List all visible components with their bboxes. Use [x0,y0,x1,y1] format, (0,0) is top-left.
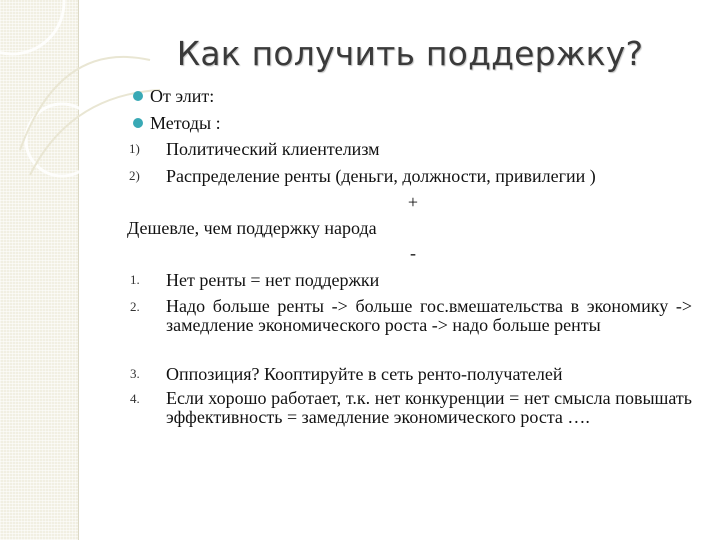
drawback-item: Оппозиция? Кооптируйте в сеть ренто-получателей [166,364,563,384]
method-item: Распределение ренты (деньги, должности, привилегии ) [166,166,596,186]
bullet-icon [133,118,143,128]
bullet-icon [133,91,143,101]
slide-title: Как получить поддержку? [176,34,644,73]
bullet-methods: Методы : [150,113,221,133]
drawback-marker: 4. [130,391,140,406]
bullet-elites: От элит: [150,86,215,106]
method-marker: 2) [129,168,140,183]
method-item: Политический клиентелизм [166,139,380,159]
drawback-item: Надо больше ренты -> больше гос.вмешательства в экономику -> замедление экономического роста -> надо больше ренты [166,296,692,335]
drawback-item: Нет ренты = нет поддержки [166,270,380,290]
plus-sign: + [407,192,419,212]
method-marker: 1) [129,141,140,156]
drawback-marker: 1. [130,272,140,287]
drawback-marker: 3. [130,366,140,381]
drawback-marker: 2. [130,299,140,314]
drawback-item: Если хорошо работает, т.к. нет конкуренции = нет смысла повышать эффективность = замедление экономического роста …. [166,388,692,427]
cheaper-statement: Дешевле, чем поддержку народа [127,218,377,238]
minus-sign: - [410,243,416,263]
